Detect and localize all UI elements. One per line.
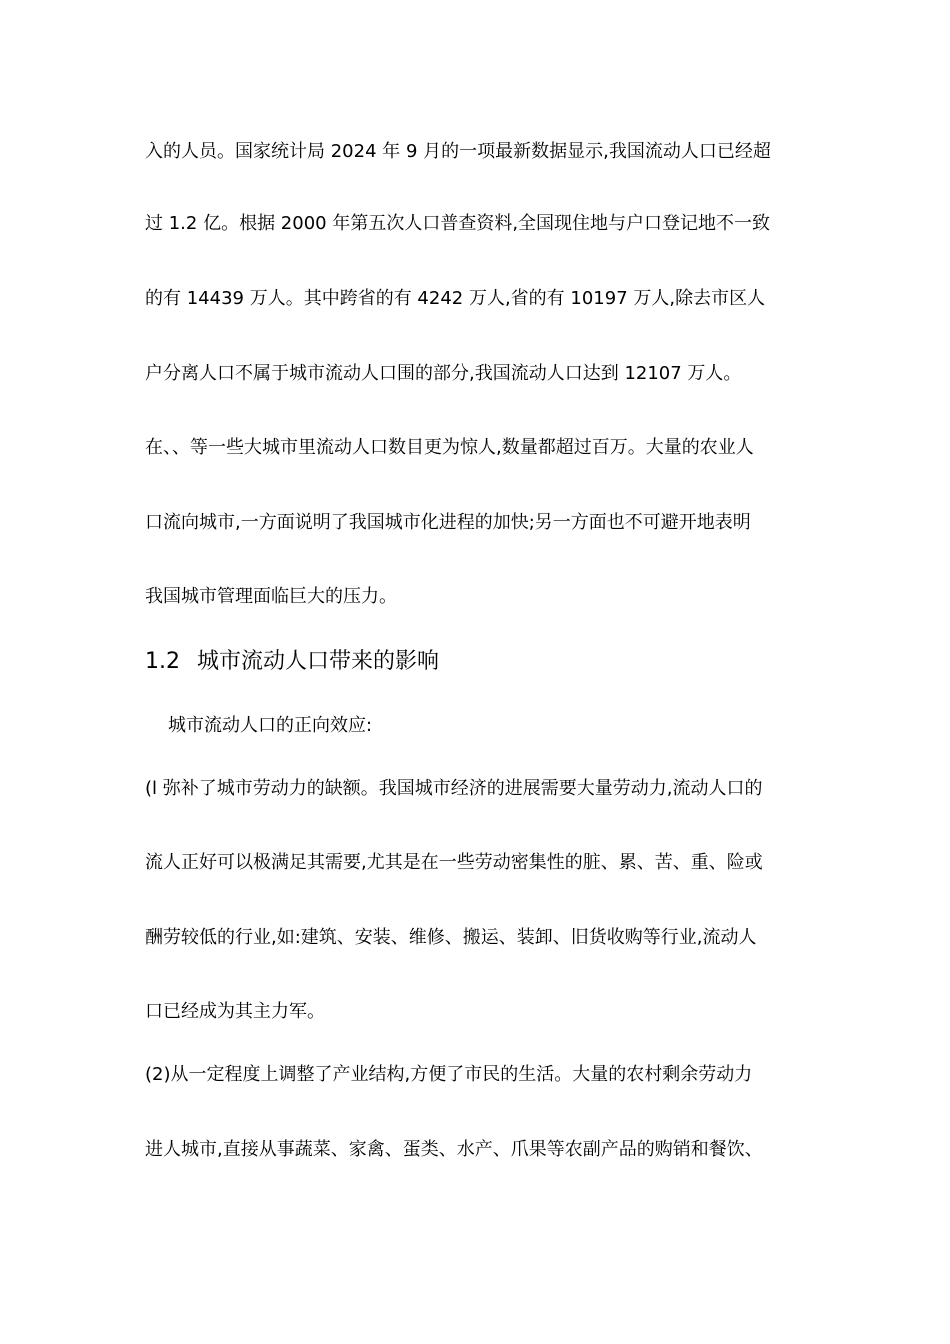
paragraph-line: 在、、等一些大城市里流动人口数目更为惊人,数量都超过百万。大量的农业人	[145, 437, 754, 458]
paragraph-line: (l 弥补了城市劳动力的缺额。我国城市经济的进展需要大量劳动力,流动人口的	[145, 778, 763, 799]
section-number: 1.2	[145, 649, 180, 674]
intro-line: 城市流动人口的正向效应:	[168, 715, 373, 736]
paragraph-line: 我国城市管理面临巨大的压力。	[145, 586, 397, 607]
section-title: 城市流动人口带来的影响	[197, 649, 440, 674]
section-heading	[145, 648, 439, 676]
paragraph-line: 口已经成为其主力军。	[145, 1001, 325, 1022]
paragraph-line: 流人正好可以极满足其需要,尤其是在一些劳动密集性的脏、累、苦、重、险或	[145, 852, 763, 873]
paragraph-line: 户分离人口不属于城市流动人口围的部分,我国流动人口达到 12107 万人。	[145, 363, 742, 384]
paragraph-line: 口流向城市,一方面说明了我国城市化进程的加快;另一方面也不可避开地表明	[145, 512, 751, 533]
paragraph-line: 的有 14439 万人。其中跨省的有 4242 万人,省的有 10197 万人,除去市区人	[145, 288, 766, 309]
paragraph-line: 过 1.2 亿。根据 2000 年第五次人口普查资料,全国现住地与户口登记地不一致	[145, 213, 771, 234]
paragraph-line: 入的人员。国家统计局 2024 年 9 月的一项最新数据显示,我国流动人口已经超	[145, 141, 771, 162]
paragraph-line: 进人城市,直接从事蔬菜、家禽、蛋类、水产、爪果等农副产品的购销和餐饮、	[145, 1139, 763, 1160]
paragraph-line: 酬劳较低的行业,如:建筑、安装、维修、搬运、装卸、旧货收购等行业,流动人	[145, 927, 757, 948]
paragraph-line: (2)从一定程度上调整了产业结构,方便了市民的生活。大量的农村剩余劳动力	[145, 1064, 753, 1085]
